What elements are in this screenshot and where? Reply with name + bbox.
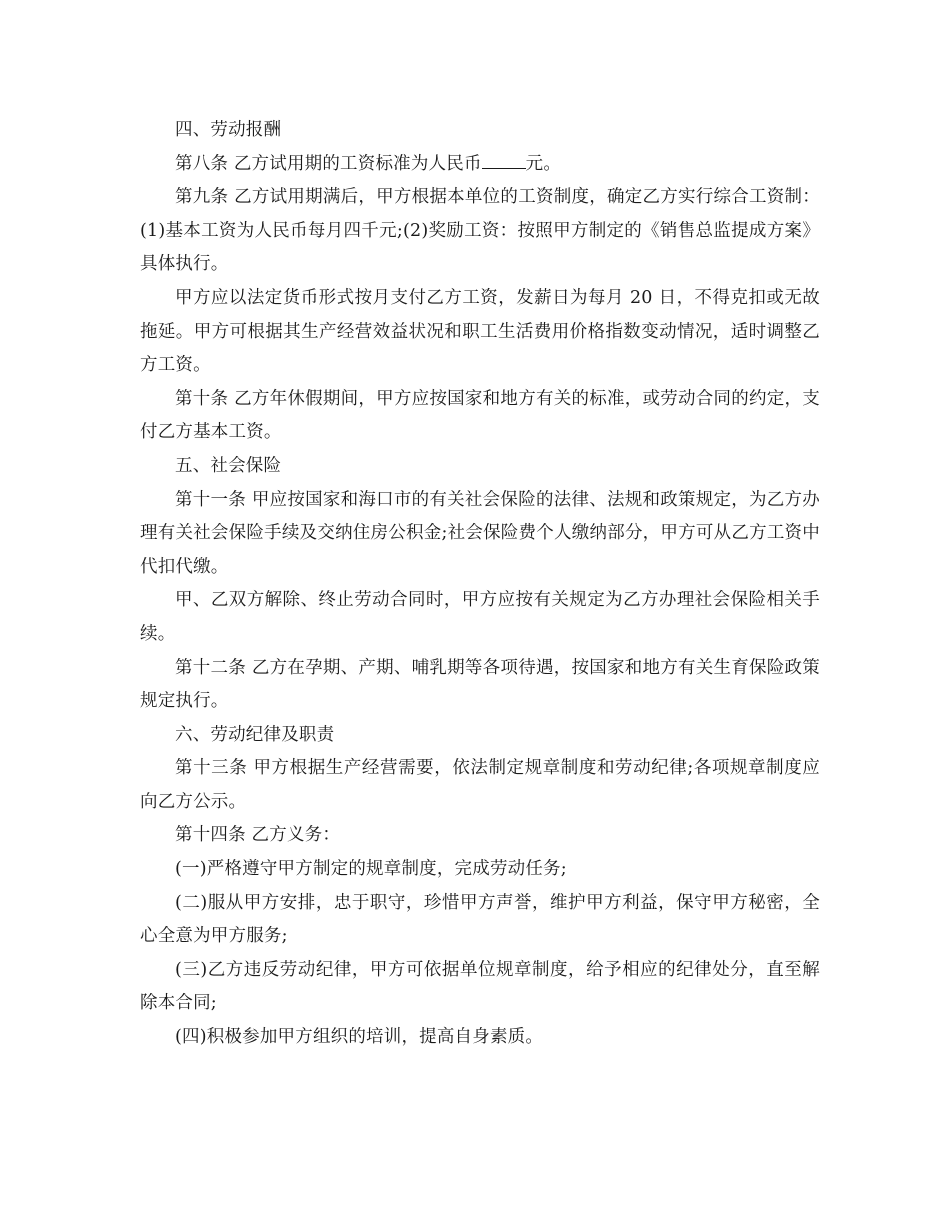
duty-item-4: (四)积极参加甲方组织的培训，提高自身素质。 <box>175 1027 544 1048</box>
salary-blank-field <box>482 150 526 169</box>
duty-item-3: (三)乙方违反劳动纪律，甲方可依据单位规章制度，给予相应的纪律处分，直至解除本合同; <box>140 959 820 1014</box>
article-10: 第十条 乙方年休假期间，甲方应按国家和地方有关的标准，或劳动合同的约定，支付乙方基本工资。 <box>140 388 820 443</box>
article-12: 第十二条 乙方在孕期、产期、哺乳期等各项待遇，按国家和地方有关生育保险政策规定执行。 <box>140 657 820 712</box>
paragraph-salary-payment: 甲方应以法定货币形式按月支付乙方工资，发薪日为每月 20 日，不得克扣或无故拖延。甲方可根据其生产经营效益状况和职工生活费用价格指数变动情况，适时调整乙方工资。 <box>140 287 820 376</box>
section-heading-discipline: 六、劳动纪律及职责 <box>175 724 335 745</box>
article-8 <box>140 148 820 182</box>
section-heading-labor-pay: 四、劳动报酬 <box>175 120 282 140</box>
section-heading-social-insurance: 五、社会保险 <box>175 455 282 476</box>
article-9: 第九条 乙方试用期满后，甲方根据本单位的工资制度，确定乙方实行综合工资制：(1)基本工资为人民币每月四千元;(2)奖励工资：按照甲方制定的《销售总监提成方案》具体执行。 <box>140 187 820 275</box>
article-8-prefix: 第八条 乙方试用期的工资标准为人民币 <box>175 153 482 174</box>
document-body <box>140 114 820 1055</box>
article-11: 第十一条 甲应按国家和海口市的有关社会保险的法律、法规和政策规定，为乙方办理有关社会保险手续及交纳住房公积金;社会保险费个人缴纳部分，甲方可从乙方工资中代扣代缴。 <box>140 489 820 577</box>
article-14: 第十四条 乙方义务： <box>175 825 341 846</box>
article-8-suffix: 元。 <box>525 153 562 174</box>
duty-item-2: (二)服从甲方安排，忠于职守，珍惜甲方声誉，维护甲方利益，保守甲方秘密，全心全意为甲方服务; <box>140 892 820 947</box>
duty-item-1: (一)严格遵守甲方制定的规章制度，完成劳动任务; <box>175 859 567 880</box>
article-13: 第十三条 甲方根据生产经营需要，依法制定规章制度和劳动纪律;各项规章制度应向乙方公示。 <box>140 758 820 812</box>
paragraph-termination-insurance: 甲、乙双方解除、终止劳动合同时，甲方应按有关规定为乙方办理社会保险相关手续。 <box>140 590 820 644</box>
